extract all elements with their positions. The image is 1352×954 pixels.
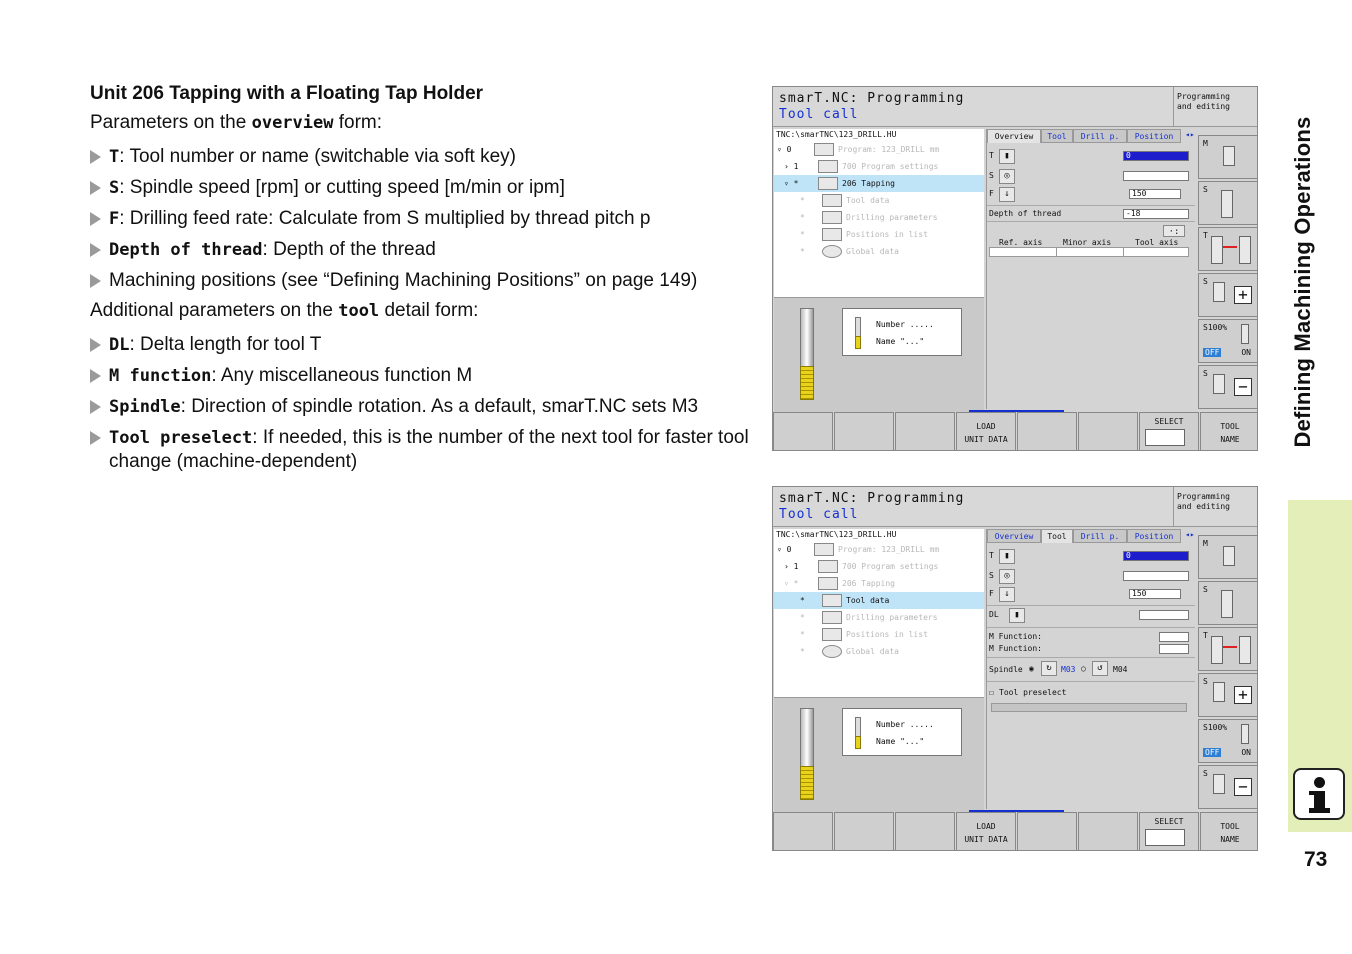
screen-title: smarT.NC: Programming — [779, 91, 965, 106]
s-minus-softkey[interactable]: S − — [1198, 365, 1258, 409]
select-tool-softkey[interactable]: SELECT — [1139, 812, 1199, 851]
info-icon — [1293, 768, 1345, 820]
tool-icon — [822, 594, 842, 607]
tap-tool-icon — [800, 708, 814, 800]
softkey-empty[interactable] — [1078, 812, 1138, 851]
drilling-icon — [822, 211, 842, 224]
tool-parameter-list — [90, 333, 750, 473]
t-softkey[interactable]: T — [1198, 627, 1258, 671]
tab-scroll-icon[interactable]: ◂▸ — [1185, 130, 1195, 139]
s100-softkey[interactable]: S100% OFF ON — [1198, 719, 1258, 763]
horizontal-softkeys — [773, 812, 1258, 851]
list-item: T: Tool number or name (switchable via soft key) — [90, 145, 750, 169]
load-unit-data-softkey[interactable]: LOAD UNIT DATA — [956, 412, 1016, 451]
f-input[interactable]: 150 — [1129, 589, 1181, 599]
bullet-triangle-icon — [90, 181, 101, 195]
load-unit-data-softkey[interactable]: LOAD UNIT DATA — [956, 812, 1016, 851]
axis-header-row: Ref. axis Minor axis Tool axis — [999, 238, 1179, 247]
tree-item[interactable]: * Drilling parameters — [800, 613, 938, 622]
operating-mode: Programming and editing — [1173, 487, 1258, 527]
tool-name-softkey[interactable]: TOOL NAME — [1200, 812, 1258, 851]
t-softkey[interactable]: T — [1198, 227, 1258, 271]
f-input[interactable]: 150 — [1129, 189, 1181, 199]
s-minus-softkey[interactable]: S − — [1198, 765, 1258, 809]
tab-tool[interactable]: Tool — [1041, 529, 1073, 543]
tool-preview — [774, 697, 984, 812]
m-softkey[interactable]: M — [1198, 135, 1258, 179]
program-icon — [814, 143, 834, 156]
tool-form: Overview Tool Drill p. Position ◂▸ T ▮ 0 S ◎ F ↓ 150 DL ▮ M Function: M Function: Spindle ◉ ↻ M03 ○ ↺ M04 ☐ Tool preselect — [986, 529, 1194, 809]
tree-item[interactable]: › 1 700 Program settings — [784, 562, 939, 571]
minus-icon: − — [1234, 378, 1252, 396]
bullet-triangle-icon — [90, 400, 101, 414]
globe-icon — [822, 245, 842, 258]
tap-tool-icon — [800, 308, 814, 400]
depth-input[interactable]: -18 — [1123, 209, 1189, 219]
s-softkey[interactable]: S — [1198, 181, 1258, 225]
tree-item[interactable]: ▿ * 206 Tapping — [784, 579, 895, 588]
m-function-input[interactable] — [1159, 632, 1189, 642]
softkey-empty[interactable] — [895, 812, 955, 851]
tool-preselect-checkbox[interactable]: ☐ — [989, 688, 994, 697]
list-item: DL: Delta length for tool T — [90, 333, 750, 357]
spindle-icon[interactable]: ◎ — [999, 169, 1015, 184]
vertical-softkeys — [1196, 529, 1258, 811]
bullet-triangle-icon — [90, 338, 101, 352]
horizontal-softkeys — [773, 412, 1258, 451]
tab-scroll-icon[interactable]: ◂▸ — [1185, 530, 1195, 539]
file-path: TNC:\smarTNC\123_DRILL.HU — [774, 529, 984, 541]
spindle-ccw-icon[interactable]: ↺ — [1092, 661, 1108, 676]
screenshot-tool-form — [772, 486, 1258, 851]
screen-header — [773, 87, 1173, 127]
softkey-empty[interactable] — [834, 412, 894, 451]
tab-position[interactable]: Position — [1127, 129, 1181, 143]
softkey-empty[interactable] — [773, 412, 833, 451]
m03-radio[interactable]: ◉ — [1029, 664, 1034, 673]
list-item: Depth of thread: Depth of the thread — [90, 238, 750, 262]
screen-subtitle: Tool call — [779, 507, 859, 522]
s-plus-softkey[interactable]: S + — [1198, 273, 1258, 317]
list-item: M function: Any miscellaneous function M — [90, 364, 750, 388]
list-item: Spindle: Direction of spindle rotation. As a default, smarT.NC sets M3 — [90, 395, 750, 419]
softkey-empty[interactable] — [1078, 412, 1138, 451]
program-tree[interactable] — [774, 141, 984, 297]
tree-item[interactable]: ▿ 0 Program: 123_DRILL mm — [777, 145, 940, 154]
tree-item[interactable]: * Tool data — [800, 196, 890, 205]
tapping-icon — [818, 177, 838, 190]
select-tool-softkey[interactable]: SELECT — [1139, 412, 1199, 451]
form-tabs — [987, 529, 1195, 543]
tree-item[interactable]: * Global data — [800, 647, 899, 656]
minus-icon: − — [1234, 778, 1252, 796]
positions-icon — [822, 628, 842, 641]
program-icon — [814, 543, 834, 556]
tab-drill[interactable]: Drill p. — [1073, 129, 1127, 143]
tool-preview — [774, 297, 984, 412]
bullet-triangle-icon — [90, 150, 101, 164]
tree-item-selected[interactable]: * Tool data — [774, 592, 984, 609]
tapping-icon — [818, 577, 838, 590]
s-plus-softkey[interactable]: S + — [1198, 673, 1258, 717]
dl-input[interactable] — [1139, 610, 1189, 620]
tab-overview[interactable]: Overview — [987, 529, 1041, 543]
bullet-triangle-icon — [90, 212, 101, 226]
program-tree[interactable] — [774, 541, 984, 697]
settings-icon — [818, 560, 838, 573]
tool-table-icon — [1145, 829, 1185, 846]
m-function-input[interactable] — [1159, 644, 1189, 654]
softkey-empty[interactable] — [834, 812, 894, 851]
overview-parameter-list — [90, 145, 750, 292]
t-input[interactable]: 0 — [1123, 551, 1189, 561]
bullet-triangle-icon — [90, 243, 101, 257]
feed-icon[interactable]: ↓ — [999, 187, 1015, 202]
operating-mode: Programming and editing — [1173, 87, 1258, 127]
tool-info-box: Number ..... Name "..." — [842, 308, 962, 356]
s100-softkey[interactable]: S100% OFF ON — [1198, 319, 1258, 363]
softkey-empty[interactable] — [773, 812, 833, 851]
section-heading: Unit 206 Tapping with a Floating Tap Holder — [90, 83, 484, 104]
positions-table[interactable] — [989, 247, 1189, 257]
list-item: S: Spindle speed [rpm] or cutting speed [m/min or ipm] — [90, 176, 750, 200]
s-input[interactable] — [1123, 171, 1189, 181]
chapter-title-vertical: Defining Machining Operations — [1290, 116, 1315, 448]
tab-tool[interactable]: Tool — [1041, 129, 1073, 143]
plus-icon: + — [1234, 286, 1252, 304]
bullet-triangle-icon — [90, 431, 101, 445]
tree-item-selected[interactable]: ▿ * 206 Tapping — [774, 175, 984, 192]
list-item: F: Drilling feed rate: Calculate from S multiplied by thread pitch p — [90, 207, 750, 231]
tool-icon[interactable]: ▮ — [999, 549, 1015, 564]
tool-preselect-input[interactable] — [991, 703, 1187, 712]
screen-title: smarT.NC: Programming — [779, 491, 965, 506]
form-tabs — [987, 129, 1195, 143]
spindle-cw-icon[interactable]: ↻ — [1041, 661, 1057, 676]
softkey-empty[interactable] — [1017, 812, 1077, 851]
overview-form: Overview Tool Drill p. Position ◂▸ T ▮ 0 S ◎ F ↓ 150 Depth of thread -18 ·: Ref. axis Minor axis Tool axis — [986, 129, 1194, 409]
screen-subtitle: Tool call — [779, 107, 859, 122]
t-input[interactable]: 0 — [1123, 151, 1189, 161]
settings-icon — [818, 160, 838, 173]
text-column — [90, 82, 750, 480]
tool-icon — [822, 194, 842, 207]
screen-header — [773, 487, 1173, 527]
tool-info-box: Number ..... Name "..." — [842, 708, 962, 756]
tree-item[interactable]: * Global data — [800, 247, 899, 256]
tree-item[interactable]: * Positions in list — [800, 630, 928, 639]
list-item: Tool preselect: If needed, this is the number of the next tool for faster tool change (machine-dependent) — [90, 426, 750, 473]
tree-item[interactable]: › 1 700 Program settings — [784, 162, 939, 171]
file-path: TNC:\smarTNC\123_DRILL.HU — [774, 129, 984, 141]
tool-intro: Additional parameters on the tool detail form: — [90, 300, 479, 321]
tree-item[interactable]: * Positions in list — [800, 230, 928, 239]
m04-radio[interactable]: ○ — [1081, 664, 1086, 673]
bullet-triangle-icon — [90, 274, 101, 288]
list-item: Machining positions (see “Defining Machining Positions” on page 149) — [90, 269, 750, 292]
tree-item[interactable]: ▿ 0 Program: 123_DRILL mm — [777, 545, 940, 554]
tool-icon[interactable]: ▮ — [999, 149, 1015, 164]
tree-item[interactable]: * Drilling parameters — [800, 213, 938, 222]
s-input[interactable] — [1123, 571, 1189, 581]
vertical-softkeys — [1196, 129, 1258, 411]
m-softkey[interactable]: M — [1198, 535, 1258, 579]
page-number: 73 — [1304, 848, 1328, 871]
positions-icon — [822, 228, 842, 241]
softkey-empty[interactable] — [895, 412, 955, 451]
tab-drill[interactable]: Drill p. — [1073, 529, 1127, 543]
spindle-icon[interactable]: ◎ — [999, 569, 1015, 584]
overview-intro: Parameters on the overview form: — [90, 112, 383, 133]
tab-position[interactable]: Position — [1127, 529, 1181, 543]
plus-icon: + — [1234, 686, 1252, 704]
drilling-icon — [822, 611, 842, 624]
screenshot-overview-form — [772, 86, 1258, 451]
feed-icon[interactable]: ↓ — [999, 587, 1015, 602]
softkey-empty[interactable] — [1017, 412, 1077, 451]
s-softkey[interactable]: S — [1198, 581, 1258, 625]
tab-overview[interactable]: Overview — [987, 129, 1041, 143]
bullet-triangle-icon — [90, 369, 101, 383]
tool-name-softkey[interactable]: TOOL NAME — [1200, 412, 1258, 451]
positions-pattern-icon[interactable]: ·: — [1163, 225, 1185, 237]
globe-icon — [822, 645, 842, 658]
delta-length-icon[interactable]: ▮ — [1009, 608, 1025, 623]
tool-table-icon — [1145, 429, 1185, 446]
